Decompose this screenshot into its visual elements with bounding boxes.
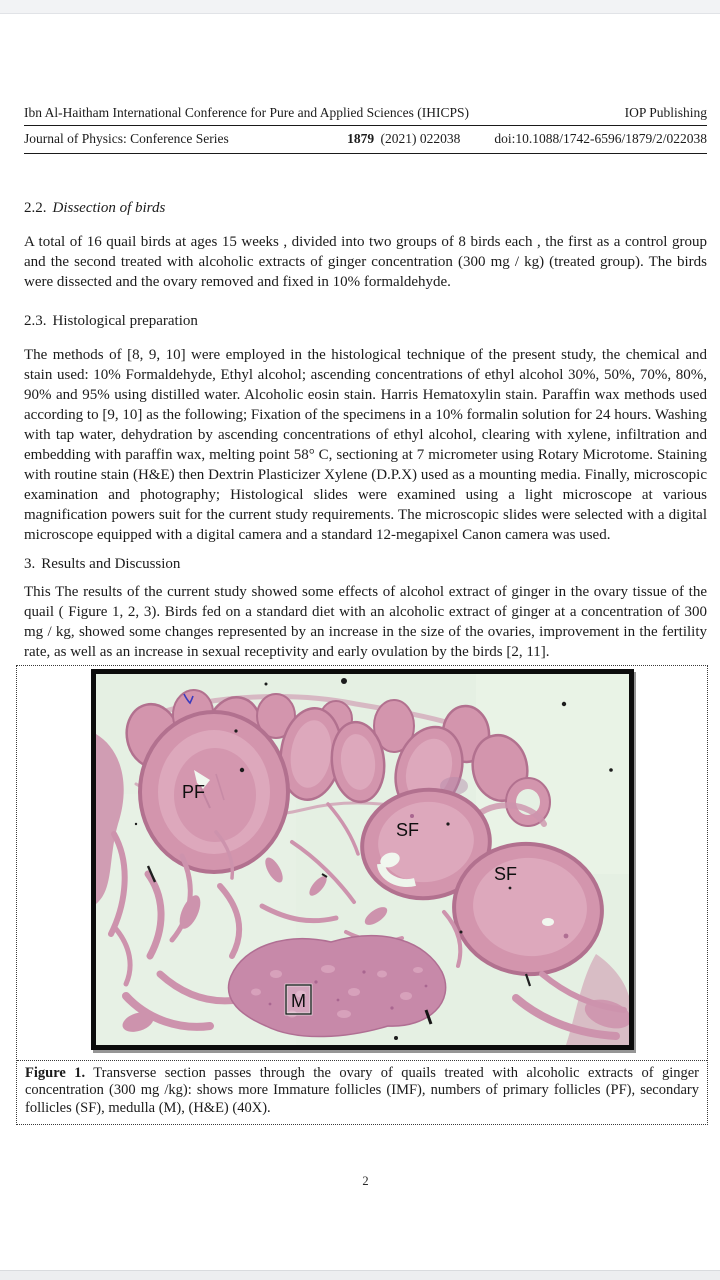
paragraph-histological-preparation: The methods of [8, 9, 10] were employed in the histological technique of the present study, the chemical and stain used: 10% Formaldehyde, Ethyl alcohol; ascending concentrations of ethyl alcohol 30%, 50%, 70%, 80%, 90% and 95% using distilled water. Alcoholic eosin stain. Harris Hematoxylin stain. Paraffin wax methods used according to [9, 10] as the following; Fixation of the specimens in a 10% formalin solution for 24 hours. Washing with tap water, dehydration by ascending concentrations of ethyl alcohol, clearing with xylene, infiltration and embedding with paraffin wax, melting point 58° C, sectioning at 7 micrometer using Rotary Microtome. Staining with routine stain (H&E) then Dextrin Plasticizer Xylene (D.P.X) used as a mounting media. Finally, microscopic examination and photography; Histological slides were examined using a light microscope at various magnification powers suit for the current study requirements. The microscopic slides were selected with a digital microscope equipped with a digital camera and a standard 12-megapixel Canon camera was used.: [24, 347, 707, 543]
header-row-journal: [24, 126, 707, 154]
volume-info: [347, 131, 460, 147]
paper-header: [24, 105, 707, 154]
label-m-box: [286, 985, 311, 1014]
section-heading-2-3: [24, 311, 707, 331]
section-number: 3.: [24, 556, 36, 572]
pf-follicle: [140, 712, 288, 872]
section-heading-3: [24, 554, 707, 574]
histology-micrograph: [96, 674, 629, 1045]
label-pf: PF: [181, 782, 205, 802]
section-number: 2.3.: [24, 313, 47, 329]
document-page: [0, 105, 720, 1189]
figure-1: [16, 665, 708, 1125]
publisher-name: IOP Publishing: [624, 105, 707, 120]
figure-caption: [17, 1060, 707, 1124]
figure-caption-text: Transverse section passes through the ovary of quails treated with alcoholic extracts of ginger concentration (300 mg /kg): shows more Immature follicles (IMF), numbers of primary follicles (PF), secondary follicles (SF), medulla (M), (H&E) (40X).: [25, 1065, 699, 1116]
section-title: Dissection of birds: [52, 200, 166, 216]
viewer-bottom-bar: [0, 1270, 720, 1280]
medulla-region: [228, 936, 445, 1037]
section-title: Histological preparation: [52, 313, 198, 329]
label-sf-2: SF: [493, 864, 517, 884]
micrograph-frame: [91, 669, 634, 1050]
issue-article-number: (2021) 022038: [380, 131, 461, 146]
conference-title: Ibn Al-Haitham International Conference for Pure and Applied Sciences (IHICPS): [24, 105, 469, 120]
viewer-top-bar: [0, 0, 720, 14]
header-row-conference: [24, 105, 707, 126]
figure-caption-label: Figure 1.: [25, 1065, 86, 1081]
section-number: 2.2.: [24, 200, 47, 216]
paragraph-results: This The results of the current study showed some effects of alcohol extract of ginger in the ovary tissue of the quail ( Figure 1, 2, 3). Birds fed on a standard diet with an alcoholic extract of ginger at a concentration of 300 mg / kg, showed some changes represented by an increase in the size of the ovaries, improvement in the fertility rate, as well as an increase in sexual receptivity and early ovulation by the birds [2, 11].: [24, 584, 707, 660]
doi-text: doi:10.1088/1742-6596/1879/2/022038: [494, 131, 707, 146]
label-sf-1: SF: [395, 820, 419, 840]
section-title: Results and Discussion: [41, 556, 181, 572]
label-m: M: [290, 991, 306, 1011]
volume-number: 1879: [347, 131, 375, 146]
section-heading-2-2: [24, 198, 707, 218]
journal-name: Journal of Physics: Conference Series: [24, 131, 229, 146]
paragraph-dissection: A total of 16 quail birds at ages 15 weeks , divided into two groups of 8 birds each , the first as a control group and the second treated with alcoholic extracts of ginger concentration (300 mg / kg) (treated group). The birds were dissected and the ovary removed and fixed in 10% formaldehyde.: [24, 234, 707, 290]
figure-image-area: [17, 666, 707, 1060]
page-number: 2: [362, 1174, 369, 1189]
